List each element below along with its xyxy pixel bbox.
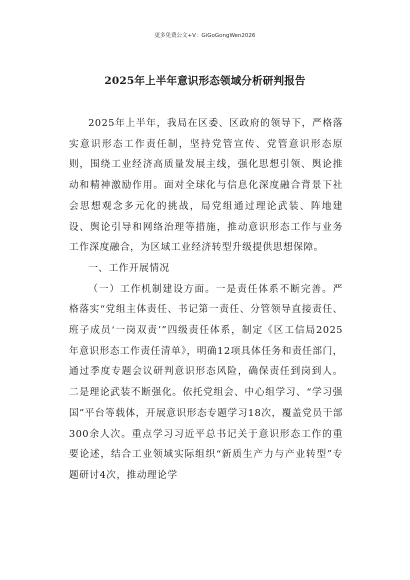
body-paragraph: （一）工作机制建设方面。一是责任体系不断完善。严格落实“党组主体责任、书记第一责任、分管领导直接责任、班子成员‘一岗双责’”四级责任体系，制定《区工信局2025年意识形态工作责任清单》，明确12项具体任务和责任部门，通过季度专题会议研判意识形态风险，确保责任到岗到人。二是理论武装不断强化。依托党组会、中心组学习、“学习强国”平台等载体，开展意识形态专题学习18次，覆盖党员干部300余人次。重点学习习近平总书记关于意识形态工作的重要论述，结合工业领域实际组织“新质生产力与产业转型”专题研讨4次，推动理论学 [69, 283, 343, 481]
document-title: 2025年上半年意识形态领域分析研判报告 [104, 75, 306, 87]
intro-paragraph: 2025年上半年，我局在区委、区政府的领导下，严格落实意识形态工作责任制，坚持党管宣传、党管意识形态原则，围绕工业经济高质量发展主线，强化思想引领、舆论推动和精神激励作用。面对全球化与信息化深度融合背景下社会思想观念多元化的挑战，局党组通过理论武装、阵地建设、舆论引导和网络治理等措施，推动意识形态工作与业务工作深度融合，为区域工业经济转型升级提供思想保障。 [69, 118, 343, 254]
section-heading: 一、工作开展情况 [88, 262, 170, 274]
document-body [69, 114, 343, 487]
header-note: 更多免费公文+V：GiGoGongWen2026 [154, 33, 256, 39]
